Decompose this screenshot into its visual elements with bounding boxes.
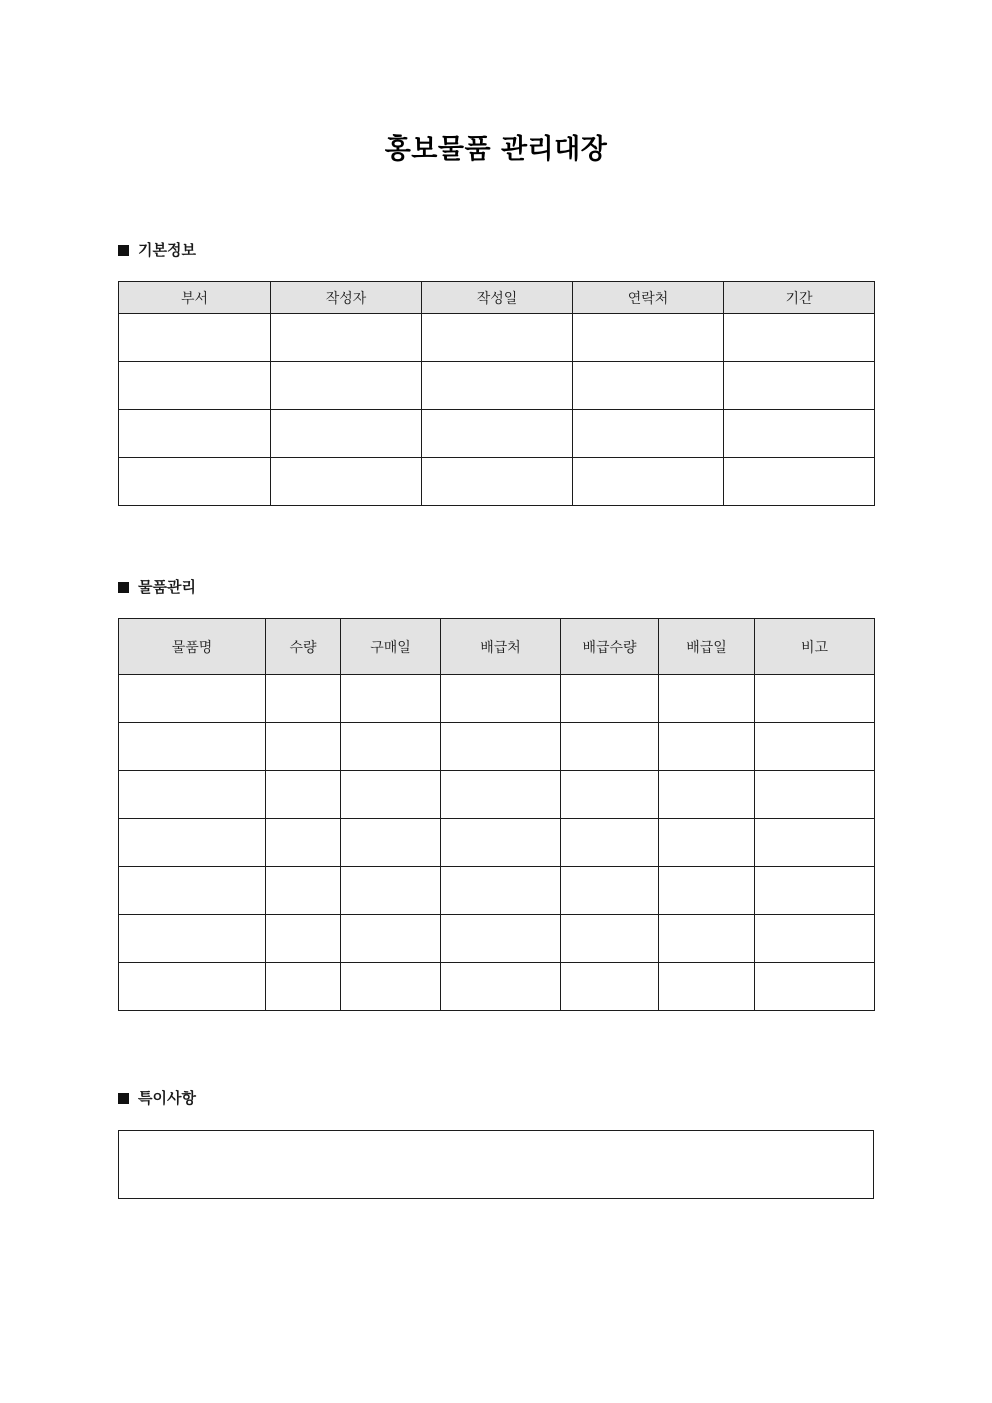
cell-item-name[interactable] bbox=[119, 915, 266, 963]
cell-distribution-place[interactable] bbox=[441, 915, 561, 963]
cell-distribution-quantity[interactable] bbox=[561, 723, 659, 771]
table-row bbox=[119, 458, 875, 506]
table-header-row bbox=[119, 282, 875, 314]
column-header-department: 부서 bbox=[119, 282, 271, 314]
cell-department[interactable] bbox=[119, 458, 271, 506]
cell-purchase-date[interactable] bbox=[341, 771, 441, 819]
section-spacer bbox=[118, 1011, 874, 1089]
column-header-date-written: 작성일 bbox=[422, 282, 573, 314]
cell-author[interactable] bbox=[271, 458, 422, 506]
column-header-quantity: 수량 bbox=[266, 619, 341, 675]
cell-contact[interactable] bbox=[573, 410, 724, 458]
cell-quantity[interactable] bbox=[266, 819, 341, 867]
cell-item-name[interactable] bbox=[119, 675, 266, 723]
square-bullet-icon bbox=[118, 582, 129, 593]
cell-distribution-place[interactable] bbox=[441, 963, 561, 1011]
cell-distribution-place[interactable] bbox=[441, 675, 561, 723]
table-row bbox=[119, 867, 875, 915]
cell-remarks[interactable] bbox=[755, 771, 875, 819]
section-spacer bbox=[118, 506, 874, 578]
cell-department[interactable] bbox=[119, 410, 271, 458]
cell-distribution-quantity[interactable] bbox=[561, 819, 659, 867]
cell-date-written[interactable] bbox=[422, 410, 573, 458]
cell-distribution-date[interactable] bbox=[659, 915, 755, 963]
section-heading-basic-info bbox=[118, 241, 874, 259]
cell-distribution-date[interactable] bbox=[659, 819, 755, 867]
cell-distribution-quantity[interactable] bbox=[561, 675, 659, 723]
column-header-period: 기간 bbox=[724, 282, 875, 314]
section-heading-item-management bbox=[118, 578, 874, 596]
section-heading-special-notes bbox=[118, 1089, 874, 1107]
cell-remarks[interactable] bbox=[755, 963, 875, 1011]
cell-period[interactable] bbox=[724, 410, 875, 458]
cell-contact[interactable] bbox=[573, 362, 724, 410]
square-bullet-icon bbox=[118, 245, 129, 256]
column-header-remarks: 비고 bbox=[755, 619, 875, 675]
section-heading-label: 특이사항 bbox=[138, 1089, 196, 1108]
cell-quantity[interactable] bbox=[266, 675, 341, 723]
table-row bbox=[119, 314, 875, 362]
table-row bbox=[119, 771, 875, 819]
special-notes-box[interactable] bbox=[118, 1130, 874, 1199]
cell-quantity[interactable] bbox=[266, 771, 341, 819]
basic-info-table bbox=[118, 281, 875, 506]
cell-purchase-date[interactable] bbox=[341, 723, 441, 771]
item-management-table bbox=[118, 618, 875, 1011]
cell-date-written[interactable] bbox=[422, 458, 573, 506]
cell-author[interactable] bbox=[271, 314, 422, 362]
cell-department[interactable] bbox=[119, 314, 271, 362]
table-row bbox=[119, 963, 875, 1011]
cell-remarks[interactable] bbox=[755, 723, 875, 771]
section-basic-info bbox=[118, 241, 874, 506]
cell-item-name[interactable] bbox=[119, 963, 266, 1011]
page-title: 홍보물품 관리대장 bbox=[384, 134, 608, 165]
cell-date-written[interactable] bbox=[422, 362, 573, 410]
cell-item-name[interactable] bbox=[119, 867, 266, 915]
section-heading-label: 기본정보 bbox=[138, 241, 196, 260]
cell-distribution-quantity[interactable] bbox=[561, 867, 659, 915]
table-row bbox=[119, 410, 875, 458]
column-header-author: 작성자 bbox=[271, 282, 422, 314]
cell-distribution-date[interactable] bbox=[659, 867, 755, 915]
cell-distribution-date[interactable] bbox=[659, 963, 755, 1011]
cell-period[interactable] bbox=[724, 458, 875, 506]
table-row bbox=[119, 675, 875, 723]
cell-distribution-place[interactable] bbox=[441, 723, 561, 771]
cell-distribution-date[interactable] bbox=[659, 771, 755, 819]
cell-distribution-place[interactable] bbox=[441, 819, 561, 867]
cell-remarks[interactable] bbox=[755, 819, 875, 867]
column-header-contact: 연락처 bbox=[573, 282, 724, 314]
square-bullet-icon bbox=[118, 1093, 129, 1104]
section-heading-label: 물품관리 bbox=[138, 578, 196, 597]
cell-purchase-date[interactable] bbox=[341, 867, 441, 915]
cell-distribution-place[interactable] bbox=[441, 771, 561, 819]
cell-remarks[interactable] bbox=[755, 867, 875, 915]
cell-purchase-date[interactable] bbox=[341, 819, 441, 867]
cell-department[interactable] bbox=[119, 362, 271, 410]
cell-quantity[interactable] bbox=[266, 915, 341, 963]
cell-distribution-date[interactable] bbox=[659, 675, 755, 723]
cell-contact[interactable] bbox=[573, 314, 724, 362]
cell-distribution-quantity[interactable] bbox=[561, 915, 659, 963]
column-header-item-name: 물품명 bbox=[119, 619, 266, 675]
cell-remarks[interactable] bbox=[755, 675, 875, 723]
cell-item-name[interactable] bbox=[119, 819, 266, 867]
cell-date-written[interactable] bbox=[422, 314, 573, 362]
column-header-purchase-date: 구매일 bbox=[341, 619, 441, 675]
section-item-management bbox=[118, 578, 874, 1011]
column-header-distribution-quantity: 배급수량 bbox=[561, 619, 659, 675]
cell-author[interactable] bbox=[271, 410, 422, 458]
cell-contact[interactable] bbox=[573, 458, 724, 506]
table-row bbox=[119, 915, 875, 963]
table-row bbox=[119, 723, 875, 771]
cell-purchase-date[interactable] bbox=[341, 675, 441, 723]
cell-distribution-quantity[interactable] bbox=[561, 771, 659, 819]
cell-distribution-date[interactable] bbox=[659, 723, 755, 771]
cell-author[interactable] bbox=[271, 362, 422, 410]
cell-distribution-quantity[interactable] bbox=[561, 963, 659, 1011]
cell-quantity[interactable] bbox=[266, 867, 341, 915]
cell-item-name[interactable] bbox=[119, 723, 266, 771]
cell-purchase-date[interactable] bbox=[341, 915, 441, 963]
table-row bbox=[119, 819, 875, 867]
cell-item-name[interactable] bbox=[119, 771, 266, 819]
section-special-notes bbox=[118, 1089, 874, 1199]
cell-period[interactable] bbox=[724, 314, 875, 362]
cell-period[interactable] bbox=[724, 362, 875, 410]
cell-purchase-date[interactable] bbox=[341, 963, 441, 1011]
table-row bbox=[119, 362, 875, 410]
column-header-distribution-date: 배급일 bbox=[659, 619, 755, 675]
cell-quantity[interactable] bbox=[266, 723, 341, 771]
cell-remarks[interactable] bbox=[755, 915, 875, 963]
cell-quantity[interactable] bbox=[266, 963, 341, 1011]
column-header-distribution-place: 배급처 bbox=[441, 619, 561, 675]
cell-distribution-place[interactable] bbox=[441, 867, 561, 915]
table-header-row bbox=[119, 619, 875, 675]
